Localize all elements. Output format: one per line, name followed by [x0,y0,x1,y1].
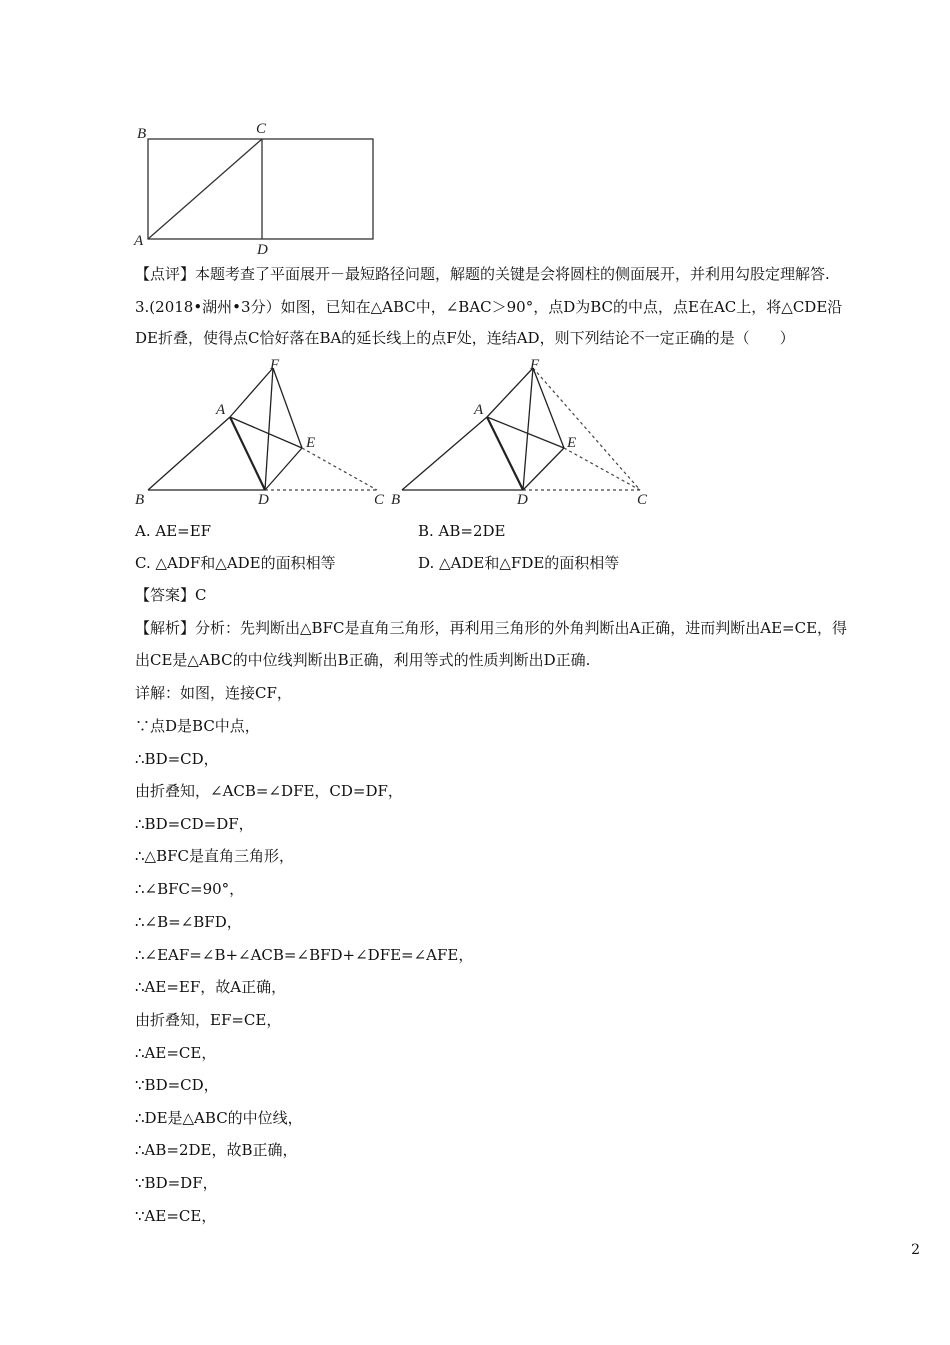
rectangle [148,139,373,239]
option-a: A. AE=EF [135,522,212,540]
detail-line: 由折叠知，EF=CE， [135,1011,282,1029]
option-d: D. △ADE和△FDE的面积相等 [418,554,620,572]
detail-line: ∴BD=CD， [135,750,219,768]
right-triangle-figure [391,358,648,508]
label-e-left: E [306,435,316,451]
detail-line: ∵BD=CD， [135,1076,219,1094]
label-d-left: D [258,492,269,508]
detail-line: 由折叠知，∠ACB=∠DFE，CD=DF， [135,782,403,800]
detail-line: ∵BD=DF， [135,1174,218,1192]
label-d-right: D [517,492,528,508]
label-e-right: E [567,435,577,451]
detail-line: ∴∠B=∠BFD， [135,913,242,931]
question-line-1: 3.(2018•湖州•3分）如图，已知在△ABC中，∠BAC＞90°，点D为BC的中点，点E在AC上，将△CDE沿 [135,298,843,316]
detail-line: ∴△BFC是直角三角形， [135,847,294,865]
figure-folding-triangles [130,358,660,510]
option-c: C. △ADF和△ADE的面积相等 [135,554,336,572]
analysis-line-2: 出CE是△ABC的中位线判断出B正确，利用等式的性质判断出D正确. [135,651,591,669]
detail-line: ∴AB=2DE，故B正确， [135,1141,298,1159]
question-line-2: DE折叠，使得点C恰好落在BA的延长线上的点F处，连结AD，则下列结论不一定正确的是（ ） [135,329,795,347]
review-text: 【点评】本题考查了平面展开－最短路径问题，解题的关键是会将圆柱的侧面展开，并利用勾股定理解答. [135,265,830,283]
label-a-right: A [474,402,484,418]
figure-cylinder-unfolding [130,118,390,258]
detail-line: ∴AE=EF，故A正确， [135,978,287,996]
label-d: D [257,242,268,258]
segment-ac [148,139,262,239]
detail-line: ∴∠EAF=∠B+∠ACB=∠BFD+∠DFE=∠AFE， [135,946,474,964]
label-c: C [256,121,267,137]
label-c-left: C [374,492,385,508]
label-a: A [134,233,144,249]
answer: 【答案】C [135,586,207,604]
page-number: 2 [911,1242,920,1258]
detail-line: 详解：如图，连接CF， [135,684,292,702]
label-b-right: B [391,492,401,508]
label-c-right: C [637,492,648,508]
analysis-line-1: 【解析】分析：先判断出△BFC是直角三角形，再利用三角形的外角判断出A正确，进而判断出AE=CE，得 [135,619,848,637]
label-b: B [137,126,147,142]
detail-line: ∴DE是△ABC的中位线， [135,1109,303,1127]
detail-line: ∴BD=CD=DF， [135,815,254,833]
detail-line: ∴∠BFC=90°， [135,880,245,898]
detail-line: ∵点D是BC中点， [135,717,260,735]
label-f-right: F [530,358,540,373]
option-b: B. AB=2DE [418,522,506,540]
label-f-left: F [270,358,280,373]
left-triangle-figure [135,358,385,508]
detail-line: ∵AE=CE， [135,1207,217,1225]
label-a-left: A [216,402,226,418]
detail-line: ∴AE=CE， [135,1044,217,1062]
label-b-left: B [135,492,145,508]
